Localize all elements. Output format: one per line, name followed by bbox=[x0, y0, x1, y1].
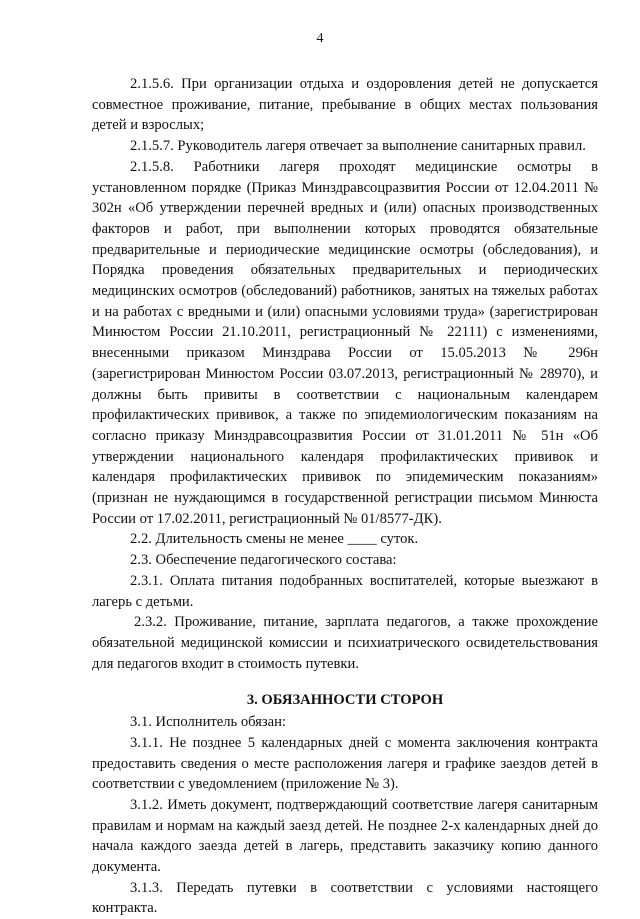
section-3-heading: 3. ОБЯЗАННОСТИ СТОРОН bbox=[246, 692, 444, 709]
paragraph-3-1: 3.1. Исполнитель обязан: bbox=[130, 714, 286, 731]
paragraph-2-1-5-6: 2.1.5.6. При организации отдыха и оздоровления детей не допускается совместное проживание, питание, пребывание в общих местах пользования детей и взрослых; bbox=[92, 76, 598, 134]
document-body bbox=[92, 74, 598, 919]
paragraph-2-1-5-7: 2.1.5.7. Руководитель лагеря отвечает за выполнение санитарных правил. bbox=[130, 138, 586, 155]
paragraph-3-1-2: 3.1.2. Иметь документ, подтверждающий соответствие лагеря санитарным правилам и нормам на каждый заезд детей. Не позднее 2-х календарных дней до начала каждого заезда детей в лагерь, представить заказчику копию данного документа. bbox=[92, 796, 598, 876]
paragraph-2-3-1: 2.3.1. Оплата питания подобранных воспитателей, которые выезжают в лагерь с детьми. bbox=[92, 572, 598, 610]
paragraph-2-3-2: 2.3.2. Проживание, питание, зарплата педагогов, а также прохождение обязательной медицинской комиссии и психиатрического освидетельствования для педагогов входит в стоимость путевки. bbox=[92, 614, 598, 672]
paragraph-2-1-5-8: 2.1.5.8. Работники лагеря проходят медицинские осмотры в установленном порядке (Приказ Минздравсоцразвития России от 12.04.2011 № 302н «Об утверждении перечней вредных и (или) опасных производственных факторов и работ, при выполнении которых проводятся обязательные предварительные и периодические медицинские осмотры (обследования), и Порядка проведения обязательных предварительных и периодических медицинских осмотров (обследований) работников, занятых на тяжелых работах и на работах с вредными и (или) опасными условиями труда» (зарегистрирован Минюстом России 21.10.2011, регистрационный № 22111) с изменениями, внесенными приказом Минздрава России от 15.05.2013 № 296н (зарегистрирован Минюстом России 03.07.2013, регистрационный № 28970), и должны быть привиты в соответствии с национальным календарем профилактических прививок, а также по эпидемиологическим показаниям на согласно приказу Минздравсоцразвития России от 31.01.2011 № 51н «Об утверждении национального календаря профилактических прививок и календаря профилактических прививок по эпидемическим показаниям» (признан не нуждающимся в государственной регистрации письмом Минюста России от 17.02.2011, регистрационный № 01/8577-ДК). bbox=[92, 158, 598, 527]
paragraph-2-3: 2.3. Обеспечение педагогического состава: bbox=[130, 552, 397, 569]
paragraph-3-1-3: 3.1.3. Передать путевки в соответствии с условиями настоящего контракта. bbox=[92, 879, 598, 917]
page-number: 4 bbox=[316, 31, 324, 46]
paragraph-3-1-1: 3.1.1. Не позднее 5 календарных дней с момента заключения контракта предоставить сведения о месте расположения лагеря и графике заездов детей в соответствии с уведомлением (приложение № 3). bbox=[92, 734, 598, 793]
paragraph-2-2: 2.2. Длительность смены не менее ____ суток. bbox=[130, 531, 419, 548]
